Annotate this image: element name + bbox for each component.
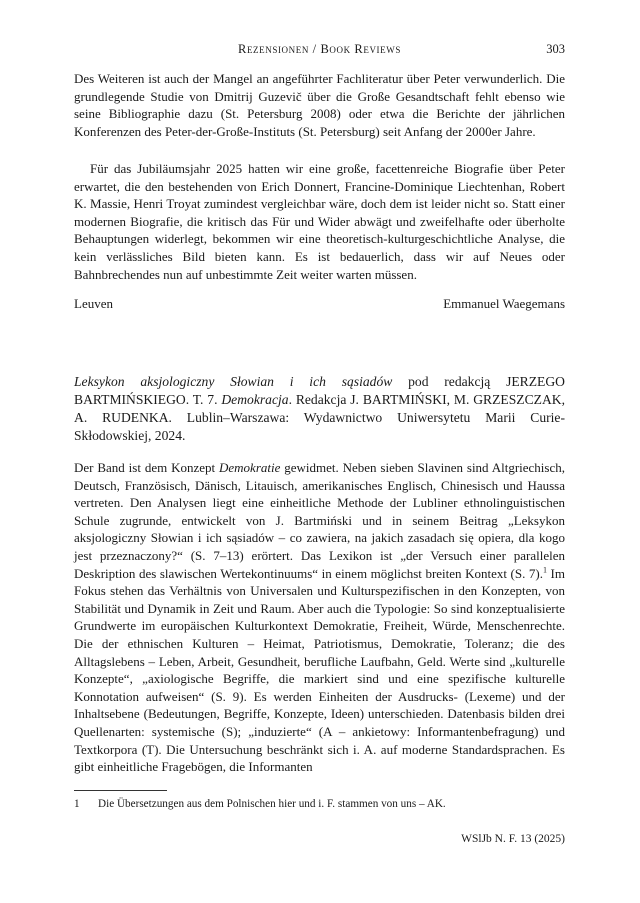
running-head: Rezensionen / Book Reviews xyxy=(238,42,401,56)
page-number: 303 xyxy=(546,42,565,56)
body-text: Der Band ist dem Konzept xyxy=(74,460,219,475)
footnote-divider xyxy=(74,790,167,791)
page-header xyxy=(74,42,565,60)
book-editors: pod redakcją JERZEGO BARTMIŃSKIEGO. T. 7. xyxy=(74,374,565,407)
review-bibliographic-heading xyxy=(74,373,565,445)
footnote-reference[interactable]: 1 xyxy=(543,565,547,575)
book-title: Leksykon aksjologiczny Słowian i ich sąsiadów xyxy=(74,374,393,389)
footnote-number: 1 xyxy=(74,798,80,810)
body-text: gewidmet. Neben sieben Slavinen sind Altgriechisch, Deutsch, Französisch, Dänisch, Litauisch, amerikanisches Englisch, Chinesisch und Haussa vertreten. Den Analysen liegt eine einheitliche Methode der Lubliner ethnolinguistischen Schule zugrunde, entwickelt von J. Bartmiński und in seinem Beitrag „Leksykon aksjologiczny Słowian i ich sąsiadów – co zawiera, na jakich zasadach się opiera, dla kogo jest przeznaczony?“ (S. 7–13) erörtert. Das Lexikon ist „der Versuch einer parallelen Deskription des slawischen Wertekontinuums“ in einem möglichst breiten Kontext (S. 7). xyxy=(74,460,565,581)
review-body-paragraph xyxy=(74,459,565,776)
journal-footer: WSlJb N. F. 13 (2025) xyxy=(461,833,565,845)
footnote xyxy=(74,798,565,810)
previous-review-paragraph: Für das Jubiläumsjahr 2025 hatten wir eine große, facettenreiche Biografie über Peter erwartet, die den bestehenden von Erich Donnert, Francine-Dominique Liechtenhan, Robert K. Massie, Henri Troyat zumindest vergleichbar wäre, doch dem ist leider nicht so. Statt einer modernen Biografie, die kritisch das Für und Wider abwägt und zweifelhafte oder überholte Behauptungen widerlegt, bekommen wir eine theoretisch-kulturgeschichtliche Analyse, die kein verlässliches Bild bieten kann. Es ist bedauerlich, dass wir auf Neues oder Bahnbrechendes nun auf unbestimmte Zeit weiter warten müssen. xyxy=(74,161,565,282)
document-page xyxy=(74,0,565,903)
volume-title: Demokracja xyxy=(221,392,289,407)
previous-review-paragraph: Des Weiteren ist auch der Mangel an angeführter Fachliteratur über Peter verwunderlich. Die grundlegende Studie von Dmitrij Guzevič über die Große Gesandtschaft fehlt ebenso wie seine Bibliographie dazu (St. Petersburg 2008) oder etwa die Berichte der jährlichen Konferenzen des Peter-der-Große-Instituts (St. Petersburg) seit Anfang der 2000er Jahre. xyxy=(74,71,565,139)
book-publication-details: . Redakcja J. BARTMIŃSKI, M. GRZESZCZAK, A. RUDENKA. Lublin–Warszawa: Wydawnictwo Uniwersytetu Marii Curie-Skłodowskiej, 2024. xyxy=(74,392,565,443)
signature-author: Emmanuel Waegemans xyxy=(443,296,565,311)
body-text: Im Fokus stehen das Verhältnis von Universalen und Kulturspezifischen in den Konzepten, von Stabilität und Dynamik in Zeit und Raum. Aber auch die Typologie: So sind konzeptualisierte Grundwerte im europäischen Kulturkontext Demokratie, Freiheit, Würde, Menschenrechte. Die der ethnischen Kulturen – Heimat, Patriotismus, Demokratie, Toleranz; die des Alltagslebens – Leben, Arbeit, Gesundheit, berufliche Laufbahn, Geld. Werte sind „kulturelle Konzepte“, „axiologische Begriffe, die markiert sind und eine spezifische kulturelle Konnotation aufweisen“ (S. 9). Es werden Einheiten der Ausdrucks- (Lexeme) und der Inhaltsebene (Bedeutungen, Begriffe, Konzepte, Ideen) unterschieden. Datenbasis bilden drei Quellenarten: systemische (S); „induzierte“ (A – ankietowy: Informantenbefragung) und Textkorpora (T). Die Untersuchung beschränkt sich i. A. auf moderne Standardsprachen. Es gibt einheitliche Fragebögen, die Informanten xyxy=(74,565,565,775)
body-emphasis: Demokratie xyxy=(219,460,281,475)
signature-place: Leuven xyxy=(74,296,113,311)
footnote-text: Die Übersetzungen aus dem Polnischen hier und i. F. stammen von uns – AK. xyxy=(98,798,446,810)
